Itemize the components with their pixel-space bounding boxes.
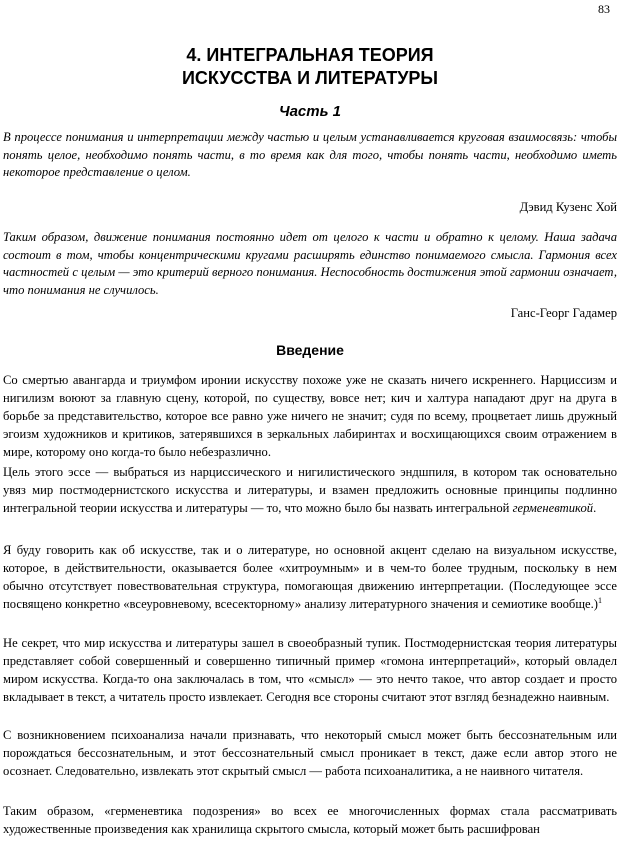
paragraph-3 <box>3 541 617 613</box>
paragraph-1: Со смертью авангарда и триумфом иронии искусству похоже уже не сказать ничего искреннего. Нарциссизм и нигилизм воюют за главную сцену, которой, по существу, вовсе нет; кич и халтура нападают друг на друга в борьбе за представительство, которое все равно уже ничего не значит; судя по всему, процветает лишь дружный эгоизм художников и критиков, затерявшихся в зеркальных лабиринтах и восхищающихся своим отражением в мире, которому оно когда-то было небезразлично. <box>3 373 617 459</box>
footnote-marker[interactable]: 1 <box>597 595 602 605</box>
paragraph-6: Таким образом, «герменевтика подозрения» во всех ее многочисленных формах стала рассматривать художественные произведения как хранилища скрытого смысла, который может быть расшифрован <box>3 804 617 836</box>
paragraph-2 <box>3 463 617 517</box>
paragraph-2-end: . <box>593 501 597 515</box>
epigraph-1-author: Дэвид Кузенс Хой <box>519 200 617 214</box>
paragraph-5: С возникновением психоанализа начали признавать, что некоторый смысл может быть бессознательным или порождаться бессознательным, и этот бессознательный смысл проникает в текст, даже если автор этого не осознает. Следовательно, извлекать этот скрытый смысл — работа психоаналитика, а не наивного читателя. <box>3 728 617 778</box>
chapter-title-line-2: ИСКУССТВА И ЛИТЕРАТУРЫ <box>181 68 439 88</box>
epigraph-2-author: Ганс-Георг Гадамер <box>510 306 617 320</box>
chapter-title-line-1: 4. ИНТЕГРАЛЬНАЯ ТЕОРИЯ <box>186 45 434 65</box>
page-number: 83 <box>598 2 610 16</box>
paragraph-2-italic-term: герменевтикой <box>512 501 594 515</box>
chapter-title <box>0 44 620 90</box>
epigraph-1-text: В процессе понимания и интерпретации между частью и целым устанавливается круговая взаимосвязь: чтобы понять целое, необходимо понять части, в то время как для того, чтобы понять части, необходимо иметь некоторое представление о целом. <box>3 130 617 179</box>
paragraph-2-text: Цель этого эссе — выбраться из нарциссического и нигилистического эндшпиля, в котором так основательно увяз мир постмодернистского искусства и литературы, и взамен предложить основные принципы подлинно интегральной теории искусства и литературы — то, что можно было бы назвать интегральной <box>3 465 617 515</box>
paragraph-3-text: Я буду говорить как об искусстве, так и о литературе, но основной акцент сделаю на визуальном искусстве, которое, в действительности, оказывается более «хитроумным» и в чем-то более трудным, поскольку в нем обычно отсутствует повествовательная структура, помогающая движению интерпретации. (Последующее эссе посвящено конкретно «всеуровневому, всесекторному» анализу литературного значения и семиотике вообще.) <box>3 543 617 611</box>
epigraph-2-text: Таким образом, движение понимания постоянно идет от целого к части и обратно к целому. Наша задача состоит в том, чтобы концентрическими кругами расширять единство понимаемого смысла. Гармония всех частностей с целым — это критерий верного понимания. Неспособность достижения этой гармонии означает, что понимания не случилось. <box>3 230 617 297</box>
section-heading: Введение <box>276 342 344 358</box>
part-label: Часть 1 <box>278 103 342 120</box>
paragraph-4: Не секрет, что мир искусства и литературы зашел в своеобразный тупик. Постмодернистская теория литературы представляет собой совершенный и совершенно типичный пример «гомона интерпретаций», который овладел миром искусства. Когда-то она заключалась в том, что «смысл» — это нечто такое, что автор создает и просто вкладывает в текст, а читатель просто извлекает. Сегодня все стороны считают этот взгляд безнадежно наивным. <box>3 636 617 704</box>
